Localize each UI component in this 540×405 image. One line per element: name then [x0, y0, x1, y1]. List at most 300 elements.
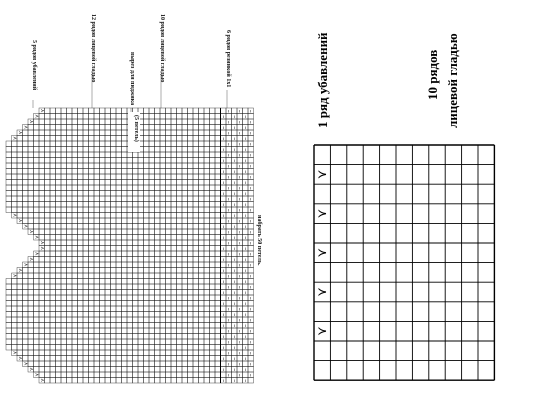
grid-cell	[83, 202, 89, 208]
grid-cell	[193, 350, 199, 356]
grid-cell	[138, 191, 144, 197]
grid-cell	[94, 207, 100, 213]
grid-cell	[17, 185, 23, 191]
grid-cell	[61, 136, 67, 142]
grid-cell	[226, 158, 232, 164]
grid-cell	[89, 328, 95, 334]
grid-cell	[122, 356, 128, 362]
grid-cell	[56, 350, 62, 356]
grid-cell	[45, 268, 51, 274]
grid-cell	[105, 169, 111, 175]
grid-cell	[89, 268, 95, 274]
grid-cell	[221, 306, 230, 313]
grid-cell	[182, 246, 188, 252]
grid-cell	[56, 334, 62, 340]
grid-cell	[61, 290, 67, 296]
rib-symbol: ı	[222, 334, 224, 340]
decrease-symbol: ⋏	[11, 273, 18, 278]
grid-cell	[243, 339, 252, 346]
grid-cell	[100, 235, 106, 241]
grid-cell	[89, 279, 95, 285]
grid-cell	[67, 378, 73, 384]
grid-cell	[210, 169, 216, 175]
grid-cell	[144, 202, 150, 208]
grid-cell	[61, 240, 67, 246]
grid-cell	[127, 202, 133, 208]
grid-cell	[138, 339, 144, 345]
grid-cell	[188, 372, 194, 378]
grid-cell	[182, 180, 188, 186]
grid-cell	[72, 207, 78, 213]
grid-cell	[111, 301, 117, 307]
grid-cell	[56, 174, 62, 180]
grid-cell	[94, 141, 100, 147]
grid-cell	[188, 119, 194, 125]
grid-cell	[56, 251, 62, 257]
rib-symbol: ı	[239, 296, 241, 302]
grid-cell	[78, 279, 84, 285]
grid-cell	[56, 367, 62, 373]
grid-cell	[144, 114, 150, 120]
rib-symbol: ı	[250, 307, 252, 313]
grid-cell	[45, 306, 51, 312]
grid-cell	[188, 334, 194, 340]
grid-cell	[83, 213, 89, 219]
grid-cell	[166, 136, 172, 142]
rib-symbol: ı	[239, 252, 241, 258]
grid-cell	[160, 152, 166, 158]
rib-symbol: ı	[233, 334, 235, 340]
grid-cell	[83, 323, 89, 329]
grid-cell	[248, 235, 254, 241]
grid-cell	[89, 262, 95, 268]
grid-cell	[171, 174, 177, 180]
grid-cell	[39, 196, 45, 202]
grid-cell	[100, 125, 106, 131]
grid-cell	[83, 218, 89, 224]
grid-cell	[166, 334, 172, 340]
label-stockinette-12: 12 рядов лицевой гладью	[90, 14, 96, 83]
grid-cell	[182, 125, 188, 131]
grid-cell	[6, 141, 12, 147]
grid-cell	[149, 350, 155, 356]
grid-cell	[28, 345, 34, 351]
grid-cell	[199, 207, 205, 213]
grid-cell	[116, 323, 122, 329]
grid-cell	[199, 136, 205, 142]
grid-cell	[243, 328, 252, 335]
grid-cell	[72, 229, 78, 235]
grid-cell	[248, 378, 254, 384]
grid-cell	[72, 141, 78, 147]
grid-cell	[193, 152, 199, 158]
grid-cell	[210, 339, 216, 345]
grid-cell	[28, 334, 34, 340]
grid-cell	[100, 378, 106, 384]
grid-cell	[67, 323, 73, 329]
grid-cell	[83, 180, 89, 186]
grid-cell	[6, 169, 12, 175]
rib-symbol: ı	[250, 296, 252, 302]
grid-cell	[28, 279, 34, 285]
grid-cell	[56, 169, 62, 175]
grid-cell	[105, 295, 111, 301]
rib-symbol: ı	[222, 114, 224, 120]
grid-cell	[160, 213, 166, 219]
grid-cell	[133, 284, 139, 290]
rib-symbol: ı	[244, 334, 246, 340]
grid-cell	[215, 301, 221, 307]
grid-cell	[111, 328, 117, 334]
grid-cell	[105, 152, 111, 158]
grid-cell	[50, 136, 56, 142]
grid-cell	[171, 125, 177, 131]
grid-cell	[61, 328, 67, 334]
grid-cell	[45, 119, 51, 125]
grid-cell	[56, 372, 62, 378]
grid-cell	[166, 367, 172, 373]
grid-cell	[111, 169, 117, 175]
grid-cell	[210, 114, 216, 120]
grid-cell	[188, 251, 194, 257]
grid-cell	[56, 119, 62, 125]
grid-cell	[171, 251, 177, 257]
grid-cell	[83, 378, 89, 384]
grid-cell	[105, 114, 111, 120]
grid-cell	[78, 224, 84, 230]
grid-cell	[188, 207, 194, 213]
grid-cell	[204, 284, 210, 290]
grid-cell	[61, 262, 67, 268]
grid-cell	[232, 350, 241, 357]
grid-cell	[232, 372, 241, 379]
grid-cell	[89, 312, 95, 318]
grid-cell	[210, 185, 216, 191]
grid-cell	[45, 114, 51, 120]
grid-cell	[122, 350, 128, 356]
grid-cell	[226, 147, 232, 153]
grid-cell	[215, 196, 221, 202]
grid-cell	[94, 284, 100, 290]
grid-cell	[155, 218, 161, 224]
rib-symbol: ı	[250, 186, 252, 192]
grid-cell	[199, 290, 205, 296]
grid-cell	[105, 213, 111, 219]
grid-cell	[89, 356, 95, 362]
grid-cell	[226, 235, 232, 241]
grid-cell	[221, 119, 230, 126]
grid-cell	[67, 306, 73, 312]
grid-cell	[215, 273, 221, 279]
grid-cell	[127, 196, 133, 202]
right-knitting-chart	[314, 32, 494, 380]
grid-cell	[23, 185, 29, 191]
grid-cell	[160, 136, 166, 142]
grid-cell	[248, 147, 254, 153]
grid-cell	[72, 169, 78, 175]
grid-cell	[56, 108, 62, 114]
rib-symbol: ı	[228, 362, 230, 368]
grid-cell	[122, 152, 128, 158]
grid-cell	[215, 158, 221, 164]
grid-cell	[127, 224, 133, 230]
grid-cell	[193, 235, 199, 241]
grid-cell	[78, 158, 84, 164]
rib-symbol: ı	[250, 373, 252, 379]
grid-cell	[23, 290, 29, 296]
grid-cell	[210, 229, 216, 235]
grid-cell	[6, 147, 12, 153]
grid-cell	[61, 284, 67, 290]
grid-cell	[193, 185, 199, 191]
rib-symbol: ı	[239, 197, 241, 203]
grid-cell	[166, 306, 172, 312]
grid-cell	[171, 268, 177, 274]
grid-cell	[23, 136, 29, 142]
grid-cell	[193, 295, 199, 301]
grid-cell	[177, 202, 183, 208]
grid-cell	[78, 163, 84, 169]
rib-symbol: ı	[222, 125, 224, 131]
grid-cell	[248, 301, 254, 307]
grid-cell	[34, 328, 40, 334]
grid-cell	[50, 279, 56, 285]
grid-cell	[177, 185, 183, 191]
grid-cell	[188, 279, 194, 285]
grid-cell	[199, 218, 205, 224]
grid-cell	[127, 207, 133, 213]
grid-cell	[100, 361, 106, 367]
grid-cell	[177, 229, 183, 235]
rib-symbol: ı	[228, 285, 230, 291]
grid-cell	[160, 191, 166, 197]
grid-cell	[215, 136, 221, 142]
grid-cell	[204, 125, 210, 131]
grid-cell	[166, 317, 172, 323]
grid-cell	[210, 224, 216, 230]
grid-cell	[89, 339, 95, 345]
grid-cell	[34, 323, 40, 329]
grid-cell	[89, 367, 95, 373]
grid-cell	[248, 169, 254, 175]
grid-cell	[182, 152, 188, 158]
grid-cell	[116, 191, 122, 197]
grid-cell	[34, 202, 40, 208]
grid-cell	[210, 158, 216, 164]
grid-cell	[226, 334, 232, 340]
grid-cell	[34, 147, 40, 153]
grid-cell	[193, 130, 199, 136]
grid-cell	[243, 152, 252, 159]
grid-cell	[149, 334, 155, 340]
rib-symbol: ı	[228, 109, 230, 115]
grid-cell	[177, 251, 183, 257]
grid-cell	[94, 191, 100, 197]
grid-cell	[160, 284, 166, 290]
grid-cell	[177, 361, 183, 367]
grid-cell	[67, 301, 73, 307]
grid-cell	[204, 191, 210, 197]
grid-cell	[67, 207, 73, 213]
grid-cell	[28, 185, 34, 191]
rib-symbol: ı	[244, 147, 246, 153]
grid-cell	[61, 356, 67, 362]
rib-symbol: ı	[250, 230, 252, 236]
grid-cell	[237, 378, 243, 384]
grid-cell	[61, 202, 67, 208]
grid-cell	[210, 356, 216, 362]
grid-cell	[177, 191, 183, 197]
grid-cell	[177, 108, 183, 114]
grid-cell	[50, 174, 56, 180]
grid-cell	[160, 361, 166, 367]
grid-cell	[72, 152, 78, 158]
grid-cell	[50, 108, 56, 114]
grid-cell	[89, 158, 95, 164]
grid-cell	[116, 378, 122, 384]
grid-cell	[83, 372, 89, 378]
grid-cell	[78, 229, 84, 235]
grid-cell	[56, 229, 62, 235]
grid-cell	[67, 235, 73, 241]
grid-cell	[199, 169, 205, 175]
grid-cell	[83, 356, 89, 362]
grid-cell	[28, 218, 34, 224]
rib-symbol: ı	[228, 164, 230, 170]
grid-cell	[237, 224, 243, 230]
grid-cell	[78, 262, 84, 268]
rib-symbol: ı	[250, 241, 252, 247]
rib-symbol: ı	[244, 378, 246, 384]
grid-cell	[171, 119, 177, 125]
grid-cell	[78, 114, 84, 120]
grid-cell	[6, 158, 12, 164]
grid-cell	[122, 323, 128, 329]
grid-cell	[89, 136, 95, 142]
grid-cell	[61, 334, 67, 340]
grid-cell	[171, 147, 177, 153]
rib-symbol: ı	[222, 191, 224, 197]
grid-cell	[149, 213, 155, 219]
grid-cell	[83, 174, 89, 180]
grid-cell	[122, 279, 128, 285]
grid-cell	[171, 240, 177, 246]
grid-cell	[61, 301, 67, 307]
grid-cell	[188, 367, 194, 373]
grid-cell	[50, 290, 56, 296]
grid-cell	[171, 350, 177, 356]
grid-cell	[138, 262, 144, 268]
grid-cell	[83, 158, 89, 164]
grid-cell	[127, 372, 133, 378]
grid-cell	[105, 361, 111, 367]
grid-cell	[193, 323, 199, 329]
grid-cell	[78, 147, 84, 153]
grid-cell	[39, 213, 45, 219]
grid-cell	[67, 290, 73, 296]
grid-cell	[226, 246, 232, 252]
grid-cell	[17, 328, 23, 334]
grid-cell	[72, 136, 78, 142]
grid-cell	[39, 306, 45, 312]
grid-cell	[116, 202, 122, 208]
grid-cell	[199, 185, 205, 191]
grid-cell	[111, 207, 117, 213]
grid-cell	[111, 136, 117, 142]
grid-cell	[171, 361, 177, 367]
grid-cell	[199, 279, 205, 285]
grid-cell	[248, 279, 254, 285]
grid-cell	[155, 323, 161, 329]
grid-cell	[72, 130, 78, 136]
grid-cell	[17, 339, 23, 345]
grid-cell	[188, 295, 194, 301]
grid-cell	[100, 312, 106, 318]
grid-cell	[116, 163, 122, 169]
grid-cell	[28, 323, 34, 329]
grid-cell	[105, 323, 111, 329]
grid-cell	[243, 284, 252, 291]
grid-cell	[105, 356, 111, 362]
decrease-symbol: ⋏	[22, 262, 29, 267]
grid-cell	[171, 290, 177, 296]
grid-cell	[210, 273, 216, 279]
grid-cell	[83, 268, 89, 274]
rib-symbol: ı	[244, 323, 246, 329]
grid-cell	[182, 251, 188, 257]
grid-cell	[155, 312, 161, 318]
grid-cell	[243, 163, 252, 170]
grid-cell	[204, 224, 210, 230]
grid-cell	[204, 323, 210, 329]
grid-cell	[116, 196, 122, 202]
grid-cell	[133, 257, 139, 263]
grid-cell	[138, 218, 144, 224]
rib-symbol: ı	[228, 208, 230, 214]
rib-symbol: ı	[222, 312, 224, 318]
grid-cell	[111, 119, 117, 125]
grid-cell	[138, 284, 144, 290]
grid-cell	[204, 136, 210, 142]
grid-cell	[171, 218, 177, 224]
grid-cell	[56, 279, 62, 285]
grid-cell	[138, 328, 144, 334]
grid-cell	[221, 174, 230, 181]
grid-cell	[6, 185, 12, 191]
grid-cell	[83, 119, 89, 125]
grid-cell	[171, 136, 177, 142]
grid-cell	[199, 191, 205, 197]
grid-cell	[89, 152, 95, 158]
grid-cell	[105, 108, 111, 114]
grid-cell	[61, 323, 67, 329]
grid-cell	[226, 213, 232, 219]
grid-cell	[39, 262, 45, 268]
grid-cell	[50, 367, 56, 373]
grid-cell	[188, 141, 194, 147]
grid-cell	[215, 218, 221, 224]
grid-cell	[100, 279, 106, 285]
decrease-symbol: ⋏	[33, 114, 40, 119]
grid-cell	[89, 246, 95, 252]
grid-cell	[100, 317, 106, 323]
grid-cell	[204, 251, 210, 257]
grid-cell	[127, 191, 133, 197]
grid-cell	[45, 367, 51, 373]
grid-cell	[89, 213, 95, 219]
grid-cell	[100, 224, 106, 230]
grid-cell	[232, 174, 241, 181]
